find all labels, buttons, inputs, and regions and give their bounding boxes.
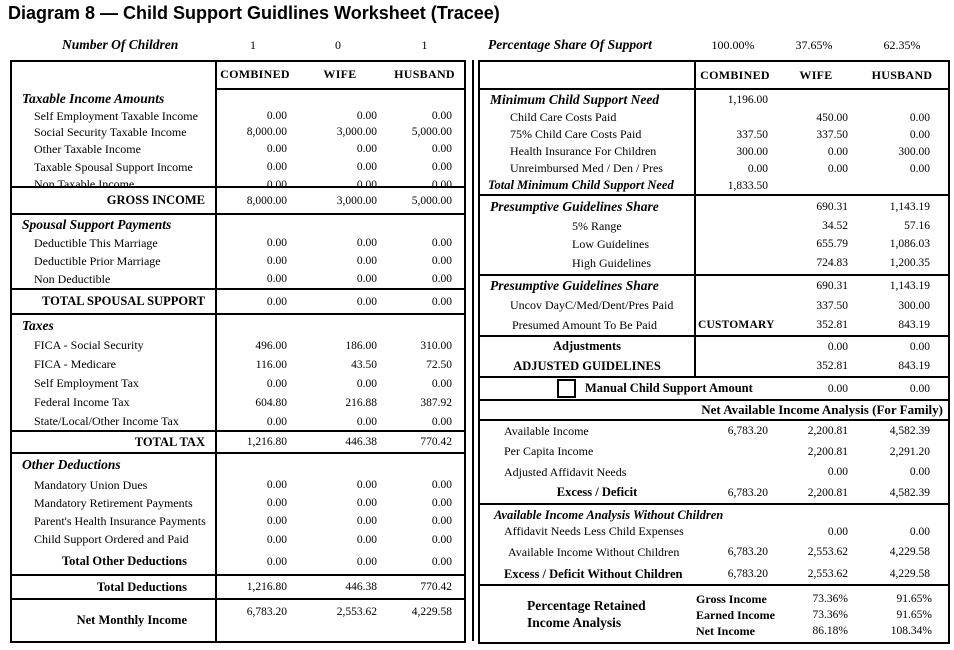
cell-combined: 0.00 xyxy=(266,533,287,546)
table-row xyxy=(12,393,464,412)
taxable-income-section xyxy=(12,62,464,191)
percentage-retained-values xyxy=(694,586,948,642)
right-table-divider xyxy=(694,62,696,378)
cell-combined: 116.00 xyxy=(255,358,287,371)
cell-wife: 3,000.00 xyxy=(336,194,377,207)
row-label: Available Income xyxy=(504,423,589,438)
manual-amount-checkbox[interactable] xyxy=(557,379,576,398)
table-row xyxy=(480,441,948,462)
table-row xyxy=(480,235,948,253)
row-label: Per Capita Income xyxy=(504,444,594,458)
cell-wife: 0.00 xyxy=(356,515,377,527)
row-label: Excess / Deficit Without Children xyxy=(504,566,683,581)
cell-husband: 0.00 xyxy=(431,555,452,568)
minimum-support-section xyxy=(480,90,948,196)
cell-husband: 770.42 xyxy=(420,436,452,448)
cell-combined: 0.00 xyxy=(266,161,287,173)
cell-husband: 0.00 xyxy=(909,382,930,395)
cell-wife: 0.00 xyxy=(827,466,848,478)
cell-combined: 1,216.80 xyxy=(246,581,287,593)
table-row xyxy=(694,607,948,623)
cell-wife: 73.36% xyxy=(812,609,848,621)
other-deductions-section xyxy=(12,454,464,576)
taxes-section xyxy=(12,315,464,432)
row-label: Deductible Prior Marriage xyxy=(34,253,161,268)
section-header: Taxes xyxy=(22,317,54,333)
cell-husband: 5,000.00 xyxy=(411,126,452,138)
row-label: State/Local/Other Income Tax xyxy=(34,414,179,428)
cell-wife: 3,000.00 xyxy=(336,126,377,138)
cell-wife: 2,200.81 xyxy=(807,425,848,437)
table-row xyxy=(480,337,948,356)
row-label: Taxable Spousal Support Income xyxy=(34,159,193,174)
total-spousal-row xyxy=(12,290,464,315)
cell-combined: 0.00 xyxy=(266,143,287,155)
section-header-row xyxy=(12,90,464,108)
cell-wife: 690.31 xyxy=(816,200,848,213)
cell-combined: 6,783.20 xyxy=(727,568,768,580)
row-label: Earned Income xyxy=(696,607,775,622)
cell-husband: 4,582.39 xyxy=(889,486,930,499)
column-header-wife: WIFE xyxy=(295,62,385,90)
total-tax-row xyxy=(12,432,464,454)
table-row xyxy=(12,252,464,270)
table-row xyxy=(12,512,464,530)
row-label: Affidavit Needs Less Child Expenses xyxy=(504,524,684,538)
cell-wife: 43.50 xyxy=(351,358,377,371)
cell-husband: 1,143.19 xyxy=(889,200,930,213)
cell-wife: 0.00 xyxy=(356,143,377,155)
cell-combined: 0.00 xyxy=(266,255,287,267)
percentage-retained-section xyxy=(480,586,948,642)
section-header: Presumptive Guidelines Share xyxy=(490,278,659,293)
cell-husband: 843.19 xyxy=(898,319,930,331)
cell-wife: 2,200.81 xyxy=(807,486,848,499)
table-row xyxy=(480,462,948,482)
adjustments-section xyxy=(480,337,948,378)
table-row xyxy=(480,540,948,564)
cell-husband: 0.00 xyxy=(431,415,452,428)
net-monthly-income-row xyxy=(12,600,464,641)
table-row xyxy=(12,158,464,176)
total-other-deductions-row xyxy=(12,549,464,574)
children-husband: 1 xyxy=(421,37,428,52)
column-header-wife: WIFE xyxy=(799,68,833,82)
table-row xyxy=(12,355,464,374)
cell-combined: 496.00 xyxy=(255,339,287,352)
cell-husband: 4,229.58 xyxy=(411,606,452,618)
spousal-support-section xyxy=(12,215,464,290)
cell-wife: 450.00 xyxy=(816,111,848,124)
cell-combined: 1,833.50 xyxy=(727,179,768,192)
cell-combined: 1,196.00 xyxy=(727,93,768,106)
cell-wife: 0.00 xyxy=(827,525,848,538)
cell-wife: 655.79 xyxy=(816,238,848,250)
cell-wife: 0.00 xyxy=(356,415,377,428)
row-label: Net Income xyxy=(696,623,755,638)
cell-husband: 0.00 xyxy=(431,178,452,191)
cell-husband: 300.00 xyxy=(898,299,930,312)
cell-husband: 770.42 xyxy=(420,581,452,593)
cell-husband: 5,000.00 xyxy=(411,194,452,207)
section-header-row xyxy=(12,215,464,234)
cell-husband: 0.00 xyxy=(909,466,930,478)
cell-wife: 337.50 xyxy=(816,299,848,312)
presumed-amount-row xyxy=(480,315,948,335)
table-row xyxy=(12,476,464,494)
cell-wife: 0.00 xyxy=(356,273,377,285)
cell-wife: 337.50 xyxy=(816,128,848,141)
section-header-row xyxy=(12,315,464,336)
row-label: Mandatory Union Dues xyxy=(34,477,148,492)
row-label: 5% Range xyxy=(572,218,622,233)
cell-husband: 0.00 xyxy=(431,110,452,122)
total-minimum-row xyxy=(480,177,948,194)
cell-combined: 0.00 xyxy=(266,515,287,527)
cell-wife: 352.81 xyxy=(816,360,848,372)
table-row xyxy=(12,124,464,140)
row-label: High Guidelines xyxy=(572,255,651,270)
cell-husband: 0.00 xyxy=(431,273,452,285)
cell-combined: 0.00 xyxy=(266,273,287,285)
cell-husband: 4,582.39 xyxy=(889,425,930,437)
cell-wife: 446.38 xyxy=(345,581,377,593)
cell-husband: 2,291.20 xyxy=(889,445,930,458)
cell-husband: 0.00 xyxy=(909,525,930,538)
row-label: Available Income Without Children xyxy=(508,544,680,559)
cell-wife: 186.00 xyxy=(345,339,377,352)
cell-husband: 91.65% xyxy=(896,593,932,605)
cell-wife: 0.00 xyxy=(356,237,377,249)
table-row xyxy=(480,126,948,143)
table-row xyxy=(480,109,948,126)
cell-combined: 337.50 xyxy=(736,128,768,141)
cell-combined: 0.00 xyxy=(266,479,287,491)
section-header-row xyxy=(480,90,948,109)
cell-wife: 446.38 xyxy=(345,436,377,448)
row-label: Non Deductible xyxy=(34,271,111,286)
table-row xyxy=(12,374,464,393)
cell-wife: 690.31 xyxy=(816,280,848,292)
cell-wife: 0.00 xyxy=(827,145,848,158)
section-header-row xyxy=(480,196,948,217)
cell-wife: 0.00 xyxy=(356,178,377,191)
column-header-combined: COMBINED xyxy=(215,62,295,90)
section-header: Minimum Child Support Need xyxy=(490,91,660,107)
cell-wife: 2,553.62 xyxy=(807,568,848,580)
row-label: Parent's Health Insurance Payments xyxy=(34,513,206,528)
label-line-1: Percentage Retained xyxy=(527,598,646,613)
excess-without-children-row xyxy=(480,564,948,584)
row-label: Self Employment Taxable Income xyxy=(34,108,198,123)
row-label: Total Other Deductions xyxy=(61,554,187,568)
cell-wife: 0.00 xyxy=(356,110,377,122)
row-label: Deductible This Marriage xyxy=(34,235,158,250)
cell-combined: 0.00 xyxy=(266,237,287,249)
table-gap-line xyxy=(472,60,474,641)
cell-wife: 0.00 xyxy=(356,161,377,173)
cell-combined: 6,783.20 xyxy=(246,606,287,618)
row-label: 75% Child Care Costs Paid xyxy=(510,127,642,141)
table-row xyxy=(480,421,948,441)
cell-husband: 57.16 xyxy=(904,220,930,232)
section-header-row xyxy=(12,454,464,476)
row-label: Other Taxable Income xyxy=(34,141,141,156)
cell-husband: 0.00 xyxy=(909,111,930,124)
cell-wife: 34.52 xyxy=(822,220,848,232)
cell-combined: 604.80 xyxy=(255,396,287,409)
row-label: Adjustments xyxy=(552,339,622,353)
percentage-share-label: Percentage Share Of Support xyxy=(488,37,652,52)
cell-combined: 0.00 xyxy=(266,415,287,428)
cell-combined-customary: CUSTOMARY xyxy=(698,319,775,331)
cell-wife: 0.00 xyxy=(827,340,848,353)
table-row xyxy=(12,270,464,288)
presumptive-share-section xyxy=(480,276,948,337)
row-label: Presumed Amount To Be Paid xyxy=(512,317,657,332)
table-row xyxy=(480,253,948,273)
cell-combined: 8,000.00 xyxy=(246,194,287,207)
table-row xyxy=(12,336,464,355)
cell-combined: 6,783.20 xyxy=(727,546,768,558)
cell-husband: 0.00 xyxy=(431,161,452,173)
row-label: FICA - Medicare xyxy=(34,357,116,371)
without-children-section xyxy=(480,505,948,586)
cell-combined: 0.00 xyxy=(266,178,287,191)
cell-combined: 300.00 xyxy=(736,145,768,158)
cell-husband: 91.65% xyxy=(896,609,932,621)
children-wife: 0 xyxy=(335,37,341,52)
row-label: Excess / Deficit xyxy=(556,485,638,499)
total-deductions-row xyxy=(12,576,464,600)
number-of-children-label: Number Of Children xyxy=(62,37,179,52)
row-label: FICA - Social Security xyxy=(34,338,144,352)
share-wife: 37.65% xyxy=(795,37,833,52)
row-label: Total Deductions xyxy=(96,579,187,594)
cell-wife: 2,200.81 xyxy=(807,445,848,458)
cell-husband: 310.00 xyxy=(420,339,452,352)
share-combined: 100.00% xyxy=(711,37,755,52)
cell-husband: 4,229.58 xyxy=(889,546,930,558)
table-row xyxy=(480,217,948,235)
cell-husband: 0.00 xyxy=(431,515,452,527)
cell-husband: 108.34% xyxy=(890,625,932,637)
row-label: Self Employment Tax xyxy=(34,376,139,390)
column-header-husband: HUSBAND xyxy=(871,68,933,82)
cell-husband: 0.00 xyxy=(431,237,452,249)
cell-husband: 0.00 xyxy=(431,255,452,267)
cell-combined: 6,783.20 xyxy=(727,425,768,437)
column-header-combined: COMBINED xyxy=(700,68,770,82)
row-label: Child Care Costs Paid xyxy=(510,110,617,124)
cell-wife: 352.81 xyxy=(816,319,848,331)
row-label: Gross Income xyxy=(696,591,767,606)
cell-husband: 0.00 xyxy=(909,340,930,353)
percentage-retained-label xyxy=(480,586,694,642)
table-row xyxy=(480,523,948,540)
row-label: Federal Income Tax xyxy=(34,395,130,409)
section-header-row xyxy=(480,276,948,296)
percentage-share-row xyxy=(478,35,950,55)
cell-wife: 0.00 xyxy=(356,377,377,390)
cell-wife: 0.00 xyxy=(356,295,377,308)
cell-wife: 0.00 xyxy=(827,382,848,395)
cell-husband: 0.00 xyxy=(431,377,452,390)
manual-label-group xyxy=(480,379,776,398)
column-header-row xyxy=(12,62,464,90)
adjusted-guidelines-row xyxy=(480,356,948,376)
cell-husband: 0.00 xyxy=(431,143,452,155)
cell-husband: 1,086.03 xyxy=(889,238,930,250)
family-analysis-section xyxy=(480,421,948,505)
column-header-row xyxy=(480,62,948,90)
cell-combined: 0.00 xyxy=(266,377,287,390)
cell-husband: 0.00 xyxy=(909,128,930,141)
manual-child-support-row xyxy=(480,378,948,401)
cell-wife: 0.00 xyxy=(356,255,377,267)
table-row xyxy=(12,234,464,252)
cell-wife: 0.00 xyxy=(356,497,377,509)
cell-combined: 0.00 xyxy=(266,110,287,122)
cell-husband: 843.19 xyxy=(898,360,930,372)
cell-wife: 0.00 xyxy=(356,555,377,568)
cell-husband: 0.00 xyxy=(431,533,452,546)
table-row xyxy=(12,412,464,431)
section-header: Presumptive Guidelines Share xyxy=(490,198,659,214)
cell-husband: 387.92 xyxy=(420,396,452,409)
row-label: ADJUSTED GUIDELINES xyxy=(513,358,661,373)
cell-husband: 0.00 xyxy=(431,295,452,308)
cell-wife: 73.36% xyxy=(812,593,848,605)
gross-income-row xyxy=(12,188,464,215)
section-header: Taxable Income Amounts xyxy=(22,91,165,106)
row-label: Child Support Ordered and Paid xyxy=(34,532,189,546)
cell-wife: 724.83 xyxy=(816,257,848,269)
cell-husband: 4,229.58 xyxy=(889,568,930,580)
cell-wife: 2,553.62 xyxy=(336,606,377,618)
cell-wife: 216.88 xyxy=(345,396,377,409)
guidelines-analysis-table xyxy=(478,60,950,644)
row-label: TOTAL SPOUSAL SUPPORT xyxy=(41,294,205,308)
cell-husband: 1,200.35 xyxy=(889,257,930,269)
cell-wife: 86.18% xyxy=(812,625,848,637)
cell-husband: 0.00 xyxy=(431,479,452,491)
cell-combined: 8,000.00 xyxy=(246,126,287,138)
row-label: Net Monthly Income xyxy=(76,613,187,627)
section-header: Other Deductions xyxy=(22,457,121,472)
row-label: Adjusted Affidavit Needs xyxy=(504,464,627,479)
row-label: Total Minimum Child Support Need xyxy=(488,178,674,192)
cell-wife: 0.00 xyxy=(356,533,377,546)
cell-combined: 0.00 xyxy=(266,295,287,308)
table-row xyxy=(480,296,948,315)
cell-husband: 1,143.19 xyxy=(889,280,930,292)
section-header: Available Income Analysis Without Children xyxy=(494,508,724,522)
table-row xyxy=(694,591,948,607)
cell-husband: 72.50 xyxy=(426,358,452,371)
row-label: Non Taxable Income xyxy=(34,177,135,191)
children-combined: 1 xyxy=(250,37,256,52)
table-row xyxy=(480,160,948,177)
row-label: Social Security Taxable Income xyxy=(34,124,187,139)
row-label: Uncov DayC/Med/Dent/Pres Paid xyxy=(510,298,674,312)
cell-wife: 0.00 xyxy=(356,479,377,491)
row-label: Low Guidelines xyxy=(572,236,649,251)
share-husband: 62.35% xyxy=(883,37,921,52)
cell-combined: 0.00 xyxy=(747,162,768,175)
family-analysis-header: Net Available Income Analysis (For Family) xyxy=(480,401,948,421)
page-title: Diagram 8 — Child Support Guidlines Worksheet (Tracee) xyxy=(8,3,500,23)
label-line-2: Income Analysis xyxy=(527,615,622,630)
row-label: Health Insurance For Children xyxy=(510,144,657,158)
cell-combined: 0.00 xyxy=(266,555,287,568)
cell-husband: 300.00 xyxy=(898,145,930,158)
row-label: Manual Child Support Amount xyxy=(585,381,753,395)
cell-wife: 2,553.62 xyxy=(807,546,848,558)
cell-husband: 0.00 xyxy=(431,497,452,509)
cell-combined: 0.00 xyxy=(266,497,287,509)
row-label: Mandatory Retirement Payments xyxy=(34,495,193,510)
row-label: Unreimbursed Med / Den / Pres xyxy=(510,161,663,175)
row-label: GROSS INCOME xyxy=(106,193,205,207)
presumptive-range-section xyxy=(480,196,948,276)
number-of-children-row xyxy=(10,35,466,55)
excess-deficit-row xyxy=(480,482,948,503)
cell-husband: 0.00 xyxy=(909,162,930,175)
left-table-divider xyxy=(215,62,217,641)
table-row xyxy=(12,494,464,512)
income-deductions-table xyxy=(10,60,466,643)
table-row xyxy=(480,143,948,160)
column-header-husband: HUSBAND xyxy=(385,62,464,90)
table-row xyxy=(694,623,948,639)
cell-combined: 6,783.20 xyxy=(727,486,768,499)
table-row xyxy=(12,530,464,549)
section-header-row xyxy=(480,505,948,523)
section-header: Spousal Support Payments xyxy=(22,216,172,232)
table-row xyxy=(12,140,464,158)
table-row xyxy=(12,108,464,124)
row-label: TOTAL TAX xyxy=(134,434,205,449)
cell-wife: 0.00 xyxy=(827,162,848,175)
cell-combined: 1,216.80 xyxy=(246,436,287,448)
